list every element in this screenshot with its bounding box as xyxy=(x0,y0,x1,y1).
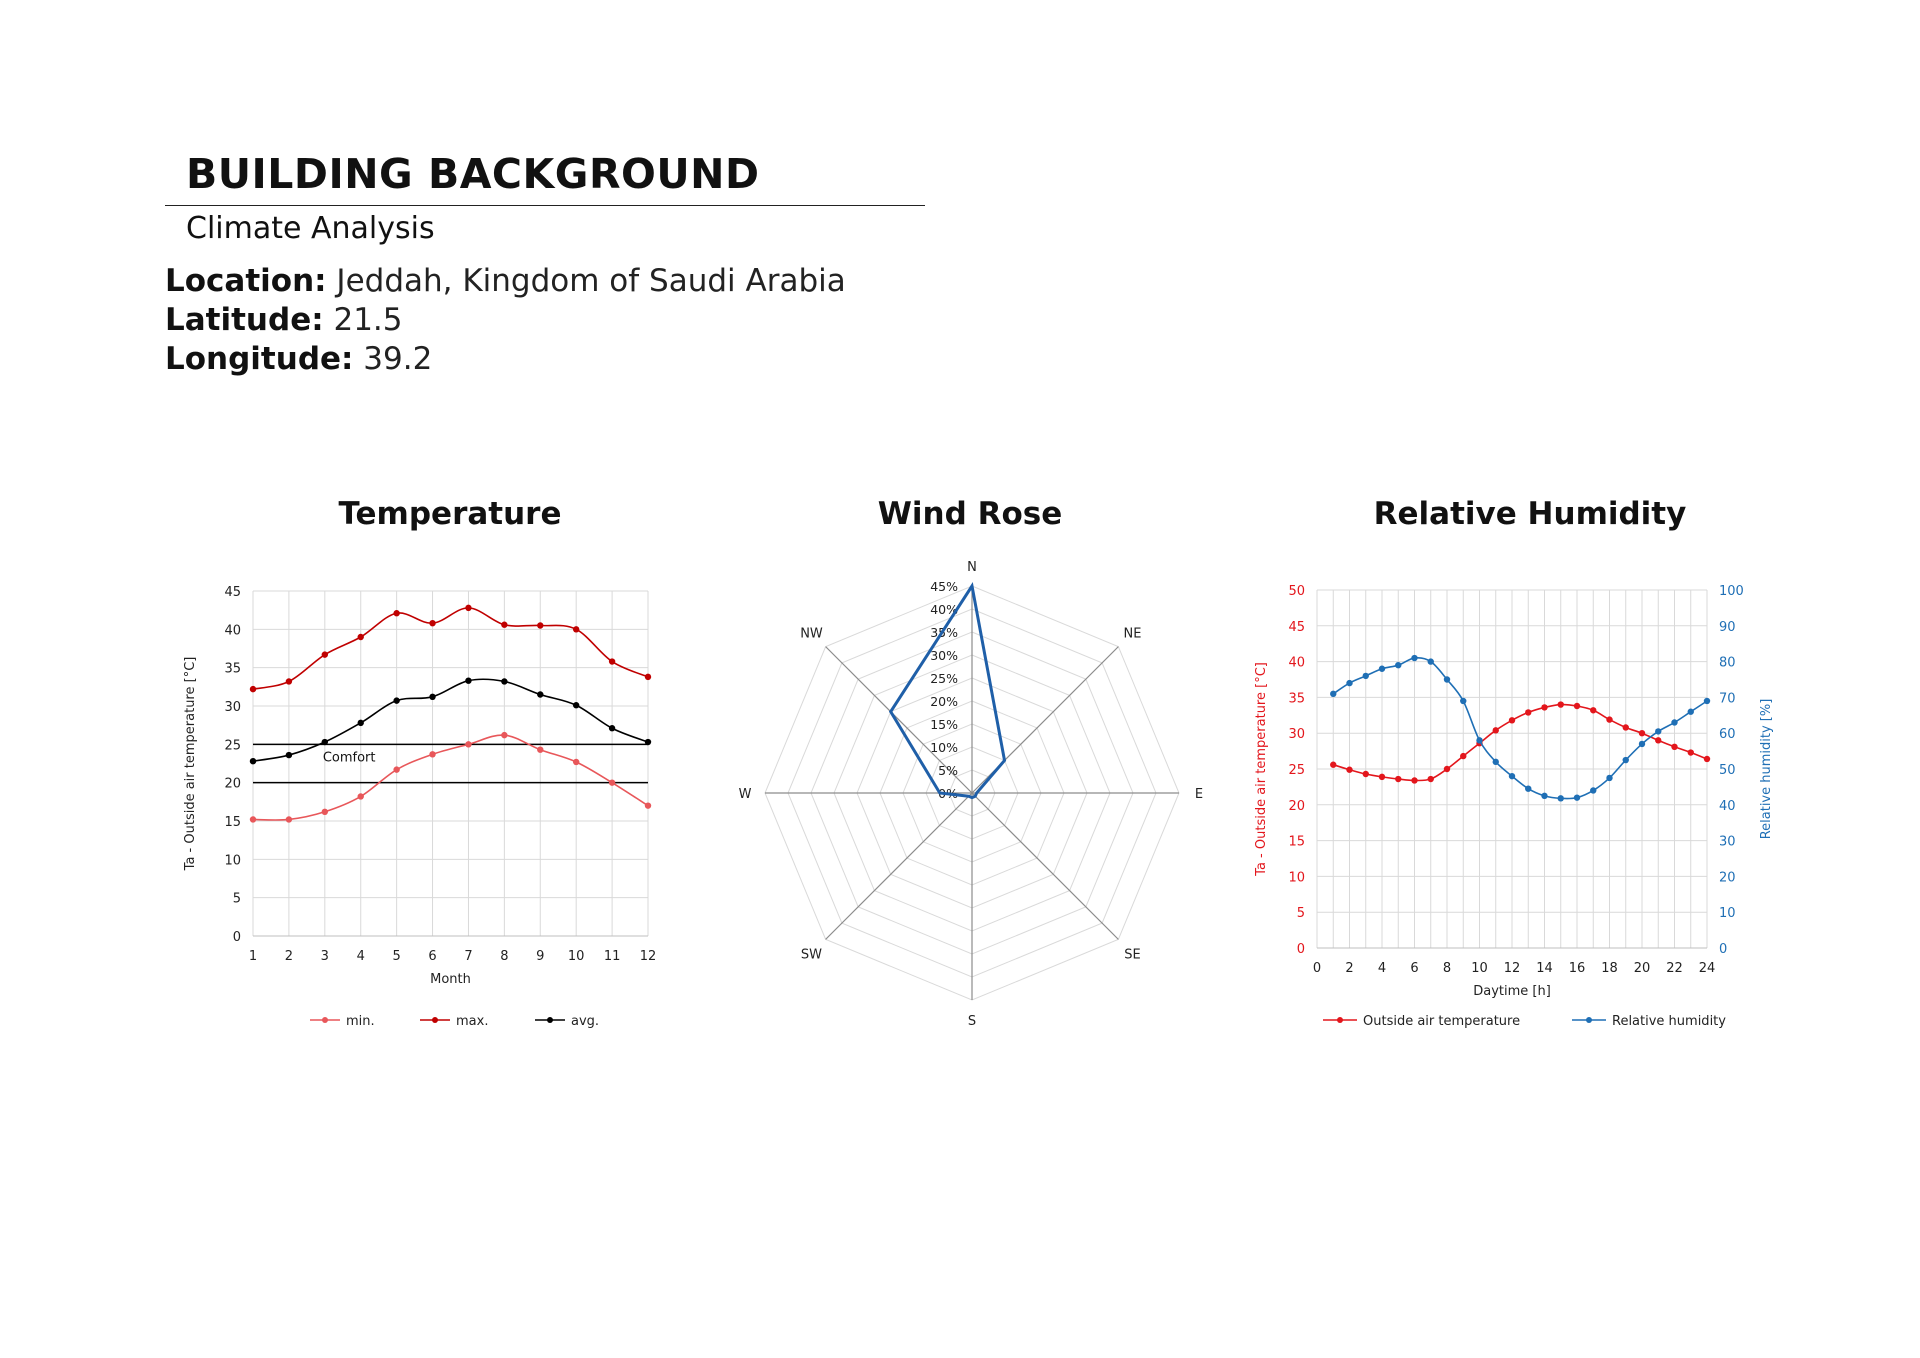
legend-marker xyxy=(1586,1017,1592,1023)
data-point xyxy=(1346,680,1352,686)
x-tick-label: 1 xyxy=(248,949,258,964)
x-tick-label: 6 xyxy=(428,949,437,964)
data-point xyxy=(1541,704,1547,710)
longitude-label: Longitude: xyxy=(165,341,354,377)
x-axis-title: Month xyxy=(430,972,471,987)
radial-tick-label: 20% xyxy=(930,694,958,709)
data-point xyxy=(1379,774,1385,780)
x-tick-label: 2 xyxy=(284,949,294,964)
legend-label: Outside air temperature xyxy=(1363,1014,1521,1029)
data-point xyxy=(1606,716,1612,722)
data-point xyxy=(1655,737,1661,743)
y-right-axis-title: Relative humidity [%] xyxy=(1759,698,1774,840)
data-point xyxy=(1525,785,1531,791)
data-point xyxy=(1655,728,1661,734)
data-point xyxy=(1671,719,1677,725)
x-axis-title: Daytime [h] xyxy=(1473,984,1551,999)
location-label: Location: xyxy=(165,263,327,299)
data-point xyxy=(1476,737,1482,743)
data-point xyxy=(1460,698,1466,704)
y-left-tick-label: 25 xyxy=(1288,763,1305,778)
x-tick-label: 12 xyxy=(639,949,657,964)
data-point xyxy=(1444,676,1450,682)
data-point xyxy=(1623,724,1629,730)
y-right-tick-label: 30 xyxy=(1719,834,1736,850)
x-tick-label: 6 xyxy=(1410,961,1419,976)
x-tick-label: 7 xyxy=(464,949,473,964)
y-tick-label: 35 xyxy=(224,661,241,677)
data-point xyxy=(1525,709,1531,715)
y-right-tick-label: 0 xyxy=(1719,942,1728,957)
y-right-tick-label: 70 xyxy=(1719,691,1736,707)
data-point xyxy=(1704,698,1710,704)
direction-label-nw: NW xyxy=(800,626,823,642)
y-left-tick-label: 10 xyxy=(1288,870,1305,886)
y-right-tick-label: 80 xyxy=(1719,655,1736,671)
direction-label-sw: SW xyxy=(800,947,823,963)
direction-label-se: SE xyxy=(1124,947,1141,963)
radial-tick-label: 30% xyxy=(930,648,958,663)
data-point xyxy=(1428,776,1434,782)
x-tick-label: 5 xyxy=(392,949,401,964)
legend-label: max. xyxy=(456,1014,489,1029)
x-tick-label: 8 xyxy=(500,949,509,964)
legend-label: avg. xyxy=(571,1014,600,1029)
humidity-chart-title: Relative Humidity xyxy=(1373,496,1687,532)
y-tick-label: 15 xyxy=(224,815,241,830)
direction-label-n: N xyxy=(967,560,977,575)
y-tick-label: 40 xyxy=(224,623,241,639)
comfort-label: Comfort xyxy=(322,750,376,766)
x-tick-label: 24 xyxy=(1698,961,1716,976)
y-left-tick-label: 40 xyxy=(1288,655,1305,671)
data-point xyxy=(1330,691,1336,697)
y-left-tick-label: 5 xyxy=(1296,906,1305,922)
y-right-tick-label: 10 xyxy=(1719,906,1736,922)
radial-tick-label: 5% xyxy=(938,763,958,778)
temperature-chart-title: Temperature xyxy=(338,496,562,532)
x-tick-label: 9 xyxy=(536,949,545,964)
direction-label-e: E xyxy=(1194,787,1204,802)
data-point xyxy=(1395,776,1401,782)
page-title: BUILDING BACKGROUND xyxy=(186,150,760,198)
latitude-label: Latitude: xyxy=(165,302,324,338)
y-tick-label: 25 xyxy=(224,738,241,754)
radial-tick-label: 0% xyxy=(938,786,958,801)
data-point xyxy=(1639,741,1645,747)
x-tick-label: 3 xyxy=(320,949,329,964)
legend-marker xyxy=(1337,1017,1343,1023)
y-left-axis-title: Ta - Outside air temperature [°C] xyxy=(1254,662,1269,876)
data-point xyxy=(1704,756,1710,762)
x-tick-label: 20 xyxy=(1633,961,1651,976)
y-tick-label: 10 xyxy=(224,853,241,869)
data-point xyxy=(1379,666,1385,672)
radial-tick-label: 25% xyxy=(930,671,958,686)
y-right-tick-label: 60 xyxy=(1719,727,1736,743)
x-tick-label: 4 xyxy=(356,949,365,964)
y-right-tick-label: 100 xyxy=(1719,584,1744,599)
x-tick-label: 2 xyxy=(1345,961,1354,976)
x-tick-label: 22 xyxy=(1666,961,1683,976)
x-tick-label: 14 xyxy=(1536,961,1553,976)
y-left-tick-label: 0 xyxy=(1296,942,1305,957)
x-tick-label: 11 xyxy=(603,949,621,964)
radial-tick-label: 45% xyxy=(930,579,958,594)
x-tick-label: 10 xyxy=(1471,961,1488,976)
data-point xyxy=(1363,771,1369,777)
data-point xyxy=(1444,766,1450,772)
data-point xyxy=(1428,658,1434,664)
legend-label: min. xyxy=(346,1014,375,1029)
data-point xyxy=(1671,744,1677,750)
direction-label-s: S xyxy=(967,1014,977,1029)
data-point xyxy=(1558,701,1564,707)
data-point xyxy=(1509,773,1515,779)
data-point xyxy=(1574,794,1580,800)
x-tick-label: 4 xyxy=(1377,961,1387,976)
x-tick-label: 10 xyxy=(567,949,585,964)
data-point xyxy=(1493,727,1499,733)
data-point xyxy=(1330,762,1336,768)
data-point xyxy=(1411,655,1417,661)
data-point xyxy=(1541,793,1547,799)
data-point xyxy=(1509,717,1515,723)
y-right-tick-label: 90 xyxy=(1719,619,1736,635)
longitude-value: 39.2 xyxy=(363,341,433,377)
data-point xyxy=(1606,775,1612,781)
y-right-tick-label: 40 xyxy=(1719,798,1736,814)
direction-label-ne: NE xyxy=(1123,626,1142,642)
data-point xyxy=(1411,777,1417,783)
y-right-tick-label: 20 xyxy=(1719,870,1736,886)
direction-label-w: W xyxy=(738,787,752,802)
y-right-tick-label: 50 xyxy=(1719,763,1736,778)
y-left-tick-label: 35 xyxy=(1288,691,1305,707)
data-point xyxy=(1363,673,1369,679)
y-left-tick-label: 30 xyxy=(1288,727,1305,743)
data-point xyxy=(1590,787,1596,793)
data-point xyxy=(1574,703,1580,709)
y-axis-title: Ta - Outside air temperature [°C] xyxy=(183,656,198,871)
x-tick-label: 16 xyxy=(1568,961,1586,976)
data-point xyxy=(1688,709,1694,715)
data-point xyxy=(1395,662,1401,668)
y-left-tick-label: 15 xyxy=(1288,834,1305,850)
y-tick-label: 0 xyxy=(232,930,241,945)
data-point xyxy=(1623,757,1629,763)
data-point xyxy=(1346,767,1352,773)
location-value: Jeddah, Kingdom of Saudi Arabia xyxy=(336,263,846,299)
y-tick-label: 5 xyxy=(232,891,241,907)
wind-rose-chart-title: Wind Rose xyxy=(877,496,1063,532)
data-point xyxy=(1460,753,1466,759)
radial-tick-label: 10% xyxy=(930,740,958,755)
radial-tick-label: 35% xyxy=(930,625,958,640)
data-point xyxy=(1688,749,1694,755)
y-left-tick-label: 45 xyxy=(1288,619,1305,635)
y-tick-label: 20 xyxy=(224,776,241,792)
y-tick-label: 45 xyxy=(224,585,241,600)
data-point xyxy=(1558,795,1564,801)
y-left-tick-label: 20 xyxy=(1288,798,1305,814)
y-tick-label: 30 xyxy=(224,700,241,715)
data-point xyxy=(1639,730,1645,736)
radial-tick-label: 40% xyxy=(930,602,958,617)
page-subtitle: Climate Analysis xyxy=(186,211,435,246)
legend-label: Relative humidity xyxy=(1612,1014,1726,1029)
x-tick-label: 8 xyxy=(1442,961,1452,976)
y-left-tick-label: 50 xyxy=(1288,584,1305,599)
x-tick-label: 12 xyxy=(1503,961,1521,976)
data-point xyxy=(1590,707,1596,713)
x-tick-label: 0 xyxy=(1312,961,1322,976)
x-tick-label: 18 xyxy=(1601,961,1618,976)
latitude-value: 21.5 xyxy=(333,302,403,338)
data-point xyxy=(1493,759,1499,765)
radial-tick-label: 15% xyxy=(930,717,958,732)
